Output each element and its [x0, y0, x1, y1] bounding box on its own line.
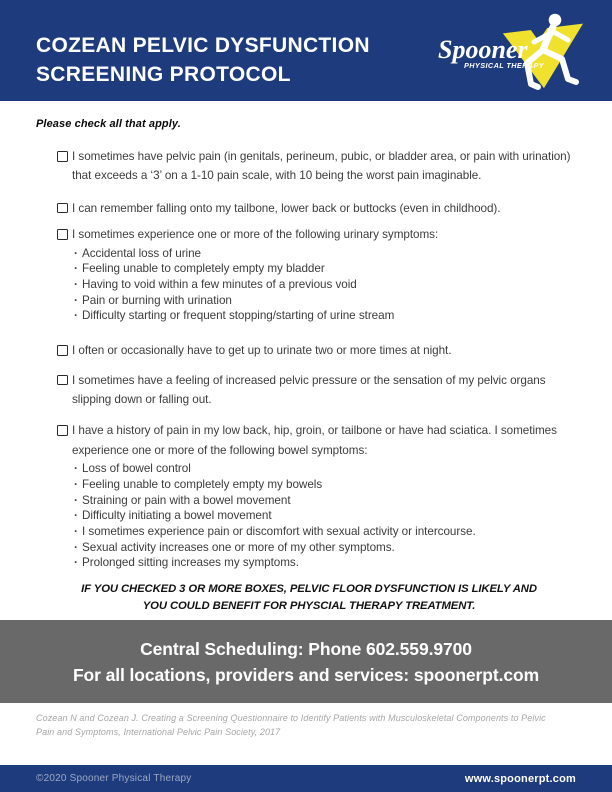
checklist-item-label: I sometimes have a feeling of increased pelvic pressure or the sensation of my pelvic organs slipping down or falling out.	[72, 373, 546, 406]
checklist-item	[57, 341, 577, 360]
checkbox[interactable]	[57, 375, 68, 386]
content	[36, 101, 582, 614]
closing-line1: IF YOU CHECKED 3 OR MORE BOXES, PELVIC FLOOR DYSFUNCTION IS LIKELY AND	[81, 583, 537, 596]
footer-bar	[0, 765, 612, 792]
page-title-line2: SCREENING PROTOCOL	[36, 62, 291, 86]
checklist-item-label: I have a history of pain in my low back, hip, groin, or tailbone or have had sciatica. I sometimes experience one or more of the following bowel symptoms:	[72, 424, 557, 457]
checklist-item-label: I sometimes experience one or more of the following urinary symptoms:	[72, 228, 439, 242]
checklist	[57, 147, 582, 571]
header	[0, 0, 612, 101]
page-title	[36, 32, 370, 89]
sub-symptom-list	[74, 461, 582, 571]
spooner-logo	[432, 8, 598, 98]
closing-statement	[49, 581, 569, 614]
sub-symptom-item: · I sometimes experience pain or discomfort with sexual activity or intercourse.	[74, 524, 582, 540]
sub-symptom-item: · Having to void within a few minutes of a previous void	[74, 277, 582, 293]
scheduling-band	[0, 620, 612, 703]
checkbox[interactable]	[57, 229, 68, 240]
sub-symptom-item: · Sexual activity increases one or more of my other symptoms.	[74, 540, 582, 556]
sub-symptom-item: · Loss of bowel control	[74, 461, 582, 477]
closing-line2: YOU COULD BENEFIT FOR PHYSCIAL THERAPY TREATMENT.	[142, 599, 476, 612]
logo-brand-text: Spooner	[438, 35, 528, 64]
checklist-item	[57, 225, 577, 244]
sub-symptom-list	[74, 246, 582, 325]
page-title-line1: COZEAN PELVIC DYSFUNCTION	[36, 34, 370, 57]
sub-symptom-item: · Accidental loss of urine	[74, 246, 582, 262]
checkbox[interactable]	[57, 345, 68, 356]
footer-website-text: www.spoonerpt.com	[464, 772, 576, 785]
scheduling-phone-text: Central Scheduling: Phone 602.559.9700	[140, 638, 472, 659]
checklist-item-label: I often or occasionally have to get up to urinate two or more times at night.	[72, 344, 452, 358]
citation-text: Cozean N and Cozean J. Creating a Screening Questionnaire to Identify Patients with Musculoskeletal Components to Pelvic Pain and Symptoms, International Pelvic Pain Society, 2017	[36, 713, 546, 737]
instructions-text: Please check all that apply.	[36, 118, 181, 130]
checklist-item	[57, 371, 577, 410]
checkbox[interactable]	[57, 425, 68, 436]
sub-symptom-item: · Straining or pain with a bowel movement	[74, 493, 582, 509]
scheduling-website-text: For all locations, providers and services: spoonerpt.com	[72, 664, 540, 685]
sub-symptom-item: · Difficulty initiating a bowel movement	[74, 508, 582, 524]
logo-tagline-text: PHYSICAL THERAPY	[464, 61, 545, 70]
copyright-text: ©2020 Spooner Physical Therapy	[36, 773, 192, 784]
checklist-item	[57, 147, 577, 186]
checklist-item-label: I sometimes have pelvic pain (in genitals, perineum, pubic, or bladder area, or pain with urination) that exceeds a ‘3’ on a 1-10 pain scale, with 10 being the worst pain imaginable.	[72, 150, 571, 183]
sub-symptom-item: · Difficulty starting or frequent stopping/starting of urine stream	[74, 308, 582, 324]
checklist-item	[57, 199, 577, 218]
sub-symptom-item: · Feeling unable to completely empty my bowels	[74, 477, 582, 493]
sub-symptom-item: · Feeling unable to completely empty my bladder	[74, 261, 582, 277]
checkbox[interactable]	[57, 151, 68, 162]
checkbox[interactable]	[57, 203, 68, 214]
sub-symptom-item: · Prolonged sitting increases my symptoms.	[74, 555, 582, 571]
checklist-item	[57, 421, 577, 460]
checklist-item-label: I can remember falling onto my tailbone, lower back or buttocks (even in childhood).	[72, 201, 501, 215]
sub-symptom-item: · Pain or burning with urination	[74, 293, 582, 309]
